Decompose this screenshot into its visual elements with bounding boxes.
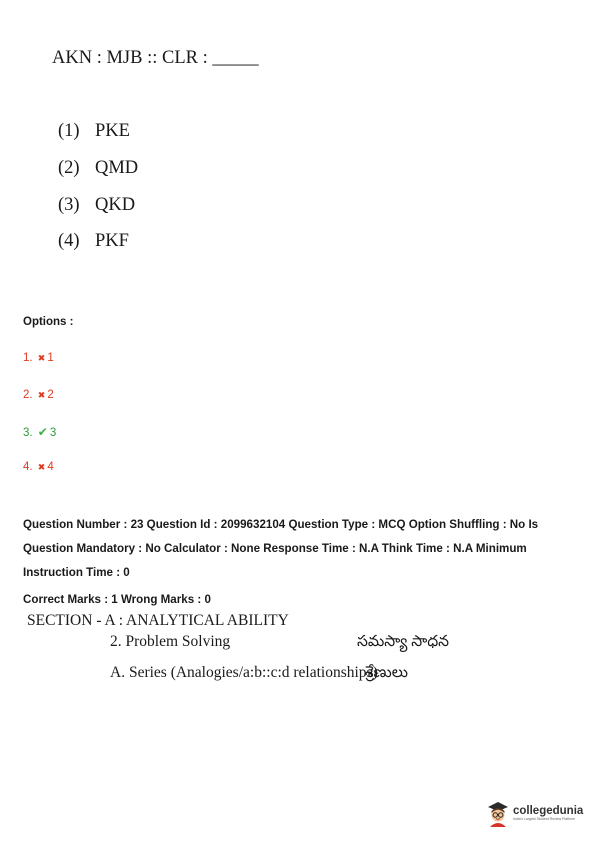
cross-icon: ✖: [37, 390, 46, 400]
choice-number: (2): [58, 158, 80, 178]
brand-name: collegedunia: [513, 804, 584, 817]
option-item-4: [23, 461, 54, 473]
check-icon: ✔: [37, 425, 48, 439]
collegedunia-logo: [486, 799, 583, 827]
choice-4: [58, 231, 129, 252]
topic-label-telugu: సమస్యా సాధన: [357, 633, 450, 650]
choice-text: PKF: [95, 231, 129, 251]
choice-number: (3): [58, 195, 80, 215]
option-prefix: 4.: [23, 461, 33, 473]
option-prefix: 1.: [23, 352, 33, 364]
choice-2: [58, 158, 138, 179]
choice-3: [58, 195, 135, 216]
subtopic-label: A. Series (Analogies/a:b::c:d relationships): [110, 664, 378, 681]
option-item-3: [23, 425, 56, 439]
question-meta-line-2: Question Mandatory : No Calculator : None Response Time : N.A Think Time : N.A Minimum: [23, 542, 527, 555]
choice-text: QMD: [95, 158, 139, 178]
subtopic-label-telugu: శ్రేణులు: [365, 664, 409, 681]
question-meta-line-3: Instruction Time : 0: [23, 566, 130, 579]
option-prefix: 2.: [23, 389, 33, 401]
question-meta-line-1: Question Number : 23 Question Id : 2099632104 Question Type : MCQ Option Shuffling : No Is: [23, 518, 539, 531]
option-value: 3: [49, 427, 57, 439]
option-prefix: 3.: [23, 427, 33, 439]
choice-text: QKD: [95, 195, 136, 215]
option-item-1: [23, 352, 54, 364]
option-value: 2: [47, 389, 54, 401]
option-item-2: [23, 389, 54, 401]
question-text: AKN : MJB :: CLR : _____: [52, 48, 259, 68]
option-value: 4: [47, 461, 54, 473]
section-title: SECTION - A : ANALYTICAL ABILITY: [27, 612, 289, 629]
marks-line: Correct Marks : 1 Wrong Marks : 0: [23, 593, 211, 606]
topic-label: 2. Problem Solving: [110, 633, 231, 650]
choice-text: PKE: [95, 121, 130, 141]
options-label: Options :: [23, 316, 74, 328]
cross-icon: ✖: [37, 353, 46, 363]
option-value: 1: [47, 352, 54, 364]
mascot-icon: [486, 799, 510, 827]
choice-number: (4): [58, 231, 80, 251]
cross-icon: ✖: [37, 462, 46, 472]
brand-tagline: India's Largest Student Review Platform: [513, 816, 576, 821]
choice-1: [58, 121, 130, 142]
choice-number: (1): [58, 121, 80, 141]
